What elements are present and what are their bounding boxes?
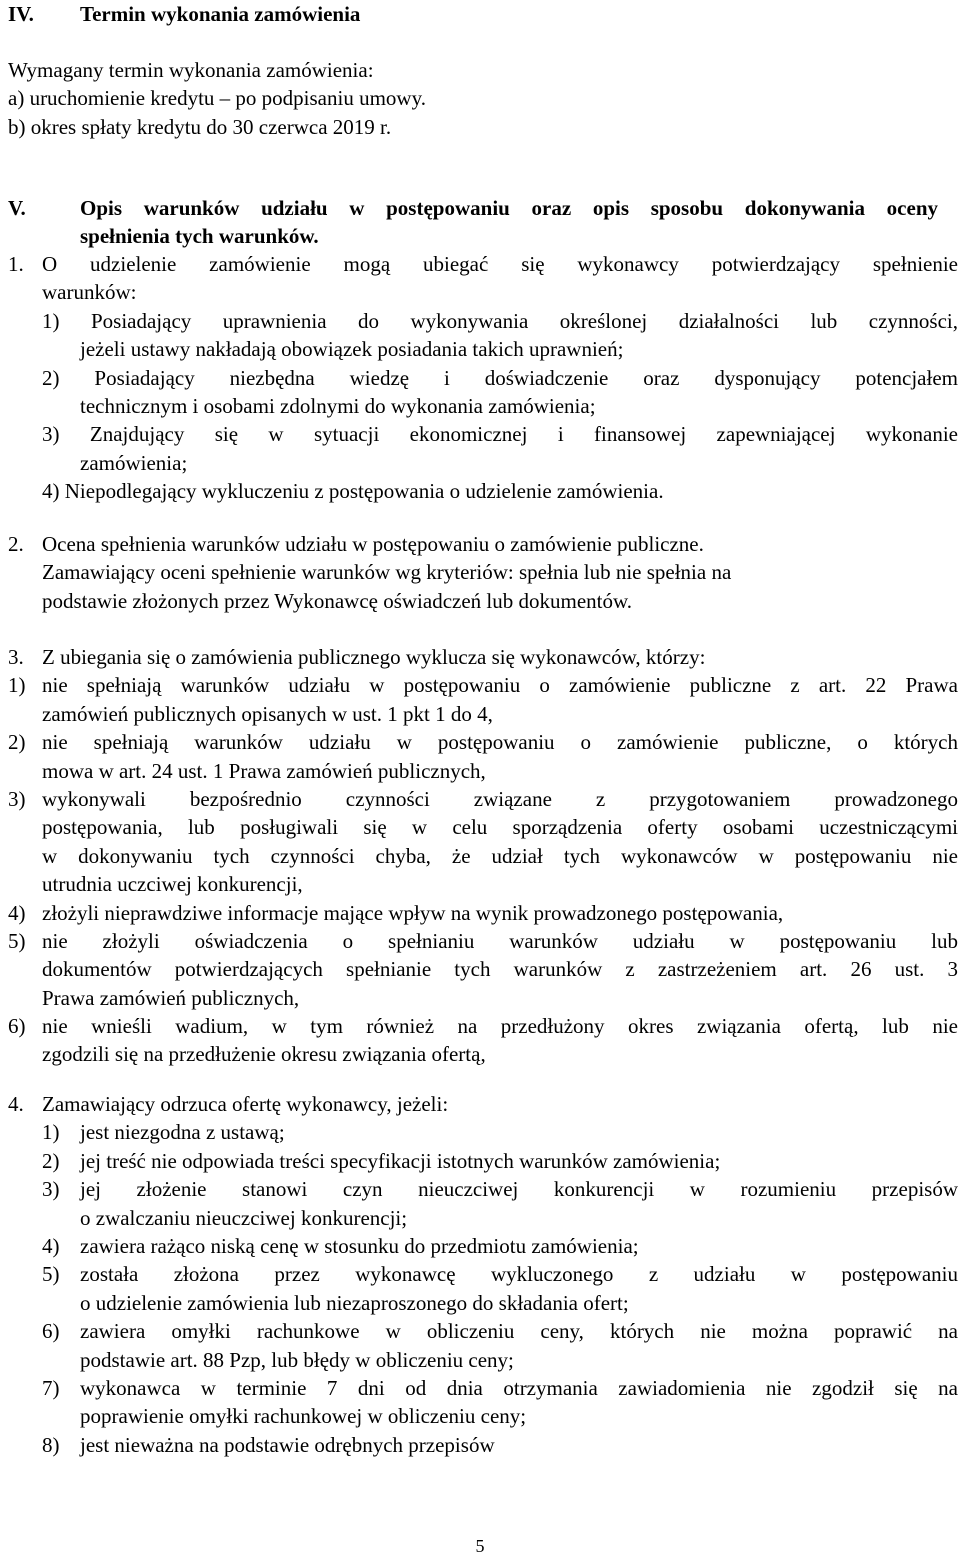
list-number: 2) (8, 730, 26, 755)
list-item-cont: zamówienia; (80, 450, 188, 475)
list-item-text: wykonawca w terminie 7 dni od dnia otrzymania zawiadomienia nie zgodził się na (80, 1375, 958, 1400)
paragraph-1 (0, 250, 960, 506)
list-item-cont: podstawie art. 88 Pzp, lub błędy w obliczeniu ceny; (80, 1347, 514, 1372)
list-item: a) uruchomienie kredytu – po podpisaniu umowy. (8, 86, 426, 111)
list-item: złożyli nieprawdziwe informacje mające wpływ na wynik prowadzonego postępowania, (42, 900, 784, 925)
list-item-text: jest nieważna na podstawie odrębnych przepisów (80, 1432, 495, 1457)
list-number: 3) (8, 786, 26, 811)
list-item: wykonywali bezpośrednio czynności związane z przygotowaniem prowadzonego (42, 786, 958, 811)
list-item-cont: poprawienie omyłki rachunkowej w obliczeniu ceny; (80, 1404, 527, 1429)
paragraph-number: 4. (8, 1092, 24, 1116)
list-item: nie wnieśli wadium, w tym również na przedłużony okres związania ofertą, lub nie (42, 1014, 958, 1039)
list-item-text: jest niezgodna z ustawą; (80, 1120, 285, 1145)
list-number: 5) (8, 928, 26, 953)
paragraph-number: 1. (8, 252, 24, 276)
list-item-cont: w dokonywaniu tych czynności chyba, że udział tych wykonawców w postępowaniu nie (42, 843, 958, 868)
list-item-cont: zgodzili się na przedłużenie okresu związania ofertą, (42, 1042, 486, 1067)
list-item: nie spełniają warunków udziału w postępowaniu o zamówienie publiczne, o których (42, 730, 958, 755)
list-item: 6) (42, 1319, 60, 1344)
paragraph-number: 2. (8, 532, 24, 556)
section-title: Opis warunków udziału w postępowaniu oraz opis sposobu dokonywania oceny (80, 196, 938, 220)
intro-text: Wymagany termin wykonania zamówienia: (8, 58, 374, 82)
list-item-cont: jeżeli ustawy nakładają obowiązek posiadania takich uprawnień; (80, 337, 624, 362)
list-item: 3) (42, 1177, 60, 1202)
list-number: 1) (8, 673, 26, 698)
list-item: 2) Posiadający niezbędna wiedzę i doświadczenie oraz dysponujący potencjałem (42, 365, 958, 390)
section-number: V. (8, 196, 26, 220)
section-number: IV. (8, 2, 34, 26)
section-title-cont: spełnienia tych warunków. (80, 224, 319, 249)
list-item-cont: Prawa zamówień publicznych, (42, 985, 300, 1010)
page-number: 5 (475, 1536, 485, 1556)
section-5 (0, 194, 960, 251)
list-item: 1) Posiadający uprawnienia do wykonywania określonej działalności lub czynności, (42, 308, 958, 333)
paragraph-text: Zamawiający odrzuca ofertę wykonawcy, jeżeli: (42, 1092, 449, 1116)
section-4 (0, 0, 960, 28)
list-item-text: zawiera rażąco niską cenę w stosunku do przedmiotu zamówienia; (80, 1233, 639, 1258)
list-item: 5) (42, 1262, 60, 1287)
paragraph-number: 3. (8, 645, 24, 669)
list-item: 3) Znajdujący się w sytuacji ekonomicznej i finansowej zapewniającej wykonanie (42, 422, 958, 447)
list-item-cont: o udzielenie zamówienia lub niezaproszonego do składania ofert; (80, 1290, 629, 1315)
paragraph-text: Zamawiający oceni spełnienie warunków wg kryteriów: spełnia lub nie spełnia na (42, 560, 732, 585)
paragraph-2 (0, 530, 960, 615)
list-number: 4) (8, 900, 26, 925)
list-item-cont: technicznym i osobami zdolnymi do wykonania zamówienia; (80, 393, 596, 418)
list-item: 4) Niepodlegający wykluczeniu z postępowania o udzielenie zamówienia. (42, 479, 664, 504)
section-4-body (0, 56, 960, 141)
paragraph-text: Z ubiegania się o zamówienia publicznego wyklucza się wykonawców, którzy: (42, 645, 706, 669)
list-item-text: została złożona przez wykonawcę wykluczonego z udziału w postępowaniu (80, 1262, 958, 1287)
list-item: 8) (42, 1432, 60, 1457)
list-item: 7) (42, 1375, 60, 1400)
paragraph-4 (0, 1090, 960, 1459)
list-item-cont: utrudnia uczciwej konkurencji, (42, 872, 303, 897)
list-item-cont: dokumentów potwierdzających spełnianie tych warunków z zastrzeżeniem art. 26 ust. 3 (42, 957, 958, 982)
list-item-text: zawiera omyłki rachunkowe w obliczeniu ceny, których nie można poprawić na (80, 1319, 958, 1344)
paragraph-3 (0, 643, 960, 1069)
paragraph-text: warunków: (42, 280, 137, 305)
list-item-cont: o zwalczaniu nieuczciwej konkurencji; (80, 1205, 408, 1230)
list-item-text: jej złożenie stanowi czyn nieuczciwej konkurencji w rozumieniu przepisów (80, 1177, 958, 1202)
list-item-cont: mowa w art. 24 ust. 1 Prawa zamówień publicznych, (42, 758, 486, 783)
list-item: nie złożyli oświadczenia o spełnianiu warunków udziału w postępowaniu lub (42, 928, 958, 953)
list-item-text: jej treść nie odpowiada treści specyfikacji istotnych warunków zamówienia; (80, 1148, 721, 1173)
paragraph-text: podstawie złożonych przez Wykonawcę oświadczeń lub dokumentów. (42, 588, 633, 613)
list-number: 6) (8, 1014, 26, 1039)
list-item-cont: postępowania, lub posługiwali się w celu sporządzenia oferty osobami uczestniczącymi (42, 815, 958, 840)
list-item: 2) (42, 1148, 60, 1173)
list-item: nie spełniają warunków udziału w postępowaniu o zamówienie publiczne z art. 22 Prawa (42, 673, 958, 698)
list-item: b) okres spłaty kredytu do 30 czerwca 2019 r. (8, 114, 392, 139)
paragraph-text: O udzielenie zamówienie mogą ubiegać się wykonawcy potwierdzający spełnienie (42, 252, 958, 276)
list-item-cont: zamówień publicznych opisanych w ust. 1 pkt 1 do 4, (42, 701, 493, 726)
paragraph-text: Ocena spełnienia warunków udziału w postępowaniu o zamówienie publiczne. (42, 532, 704, 556)
list-item: 4) (42, 1233, 60, 1258)
list-item: 1) (42, 1120, 60, 1145)
section-title: Termin wykonania zamówienia (80, 2, 361, 26)
